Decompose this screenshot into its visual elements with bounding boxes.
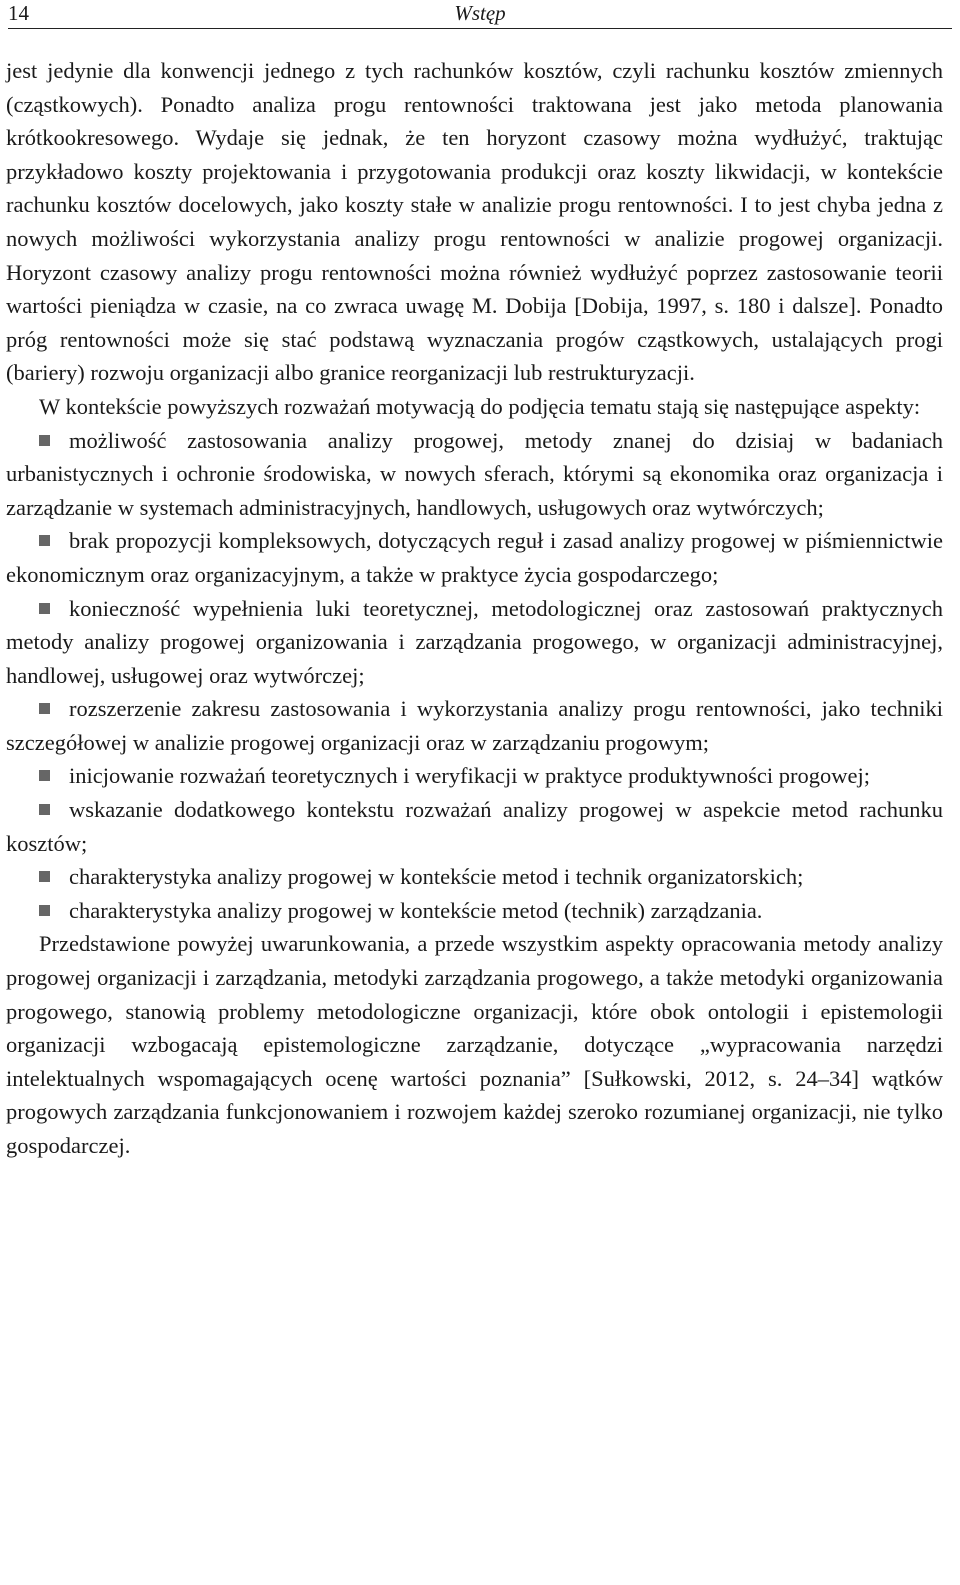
bullet-text: rozszerzenie zakresu zastosowania i wykorzystania analizy progu rentowności, jako techniki szczegółowej w analizie progowej organizacji oraz w zarządzaniu progowym; <box>6 696 943 755</box>
bullet-item <box>6 424 943 525</box>
body-text <box>6 54 943 1163</box>
square-bullet-icon <box>39 603 50 614</box>
square-bullet-icon <box>39 703 50 714</box>
running-title: Wstęp <box>454 1 506 25</box>
square-bullet-icon <box>39 535 50 546</box>
bullet-text: inicjowanie rozważań teoretycznych i weryfikacji w praktyce produktywności progowej; <box>69 763 870 789</box>
bullet-item <box>6 524 943 591</box>
paragraph: Przedstawione powyżej uwarunkowania, a przede wszystkim aspekty opracowania metody analizy progowej organizacji i zarządzania, metodyki zarządzania progowego, a także metodyki organizowania progowego, stanowią problemy metodologiczne organizacji, które obok ontologii i epistemologii organizacji wzbogacają epistemologiczne zarządzanie, dotyczące „wypracowania narzędzi intelektualnych wspomagających ocenę wartości poznania” [Sułkowski, 2012, s. 24–34] wątków progowych zarządzania funkcjonowaniem i rozwojem każdej szeroko rozumianej organizacji, nie tylko gospodarczej. <box>6 931 943 1158</box>
bullet-text: brak propozycji kompleksowych, dotyczących reguł i zasad analizy progowej w piśmiennictwie ekonomicznym oraz organizacyjnym, a także w praktyce życia gospodarczego; <box>6 528 943 587</box>
square-bullet-icon <box>39 905 50 916</box>
square-bullet-icon <box>39 804 50 815</box>
bullet-item <box>6 860 943 894</box>
paragraph: W kontekście powyższych rozważań motywacją do podjęcia tematu stają się następujące aspekty: <box>39 393 921 419</box>
bullet-item <box>6 759 943 793</box>
square-bullet-icon <box>39 770 50 781</box>
bullet-text: wskazanie dodatkowego kontekstu rozważań analizy progowej w aspekcie metod rachunku kosztów; <box>6 797 943 856</box>
bullet-item <box>6 793 943 860</box>
bullet-text: charakterystyka analizy progowej w kontekście metod (technik) zarządzania. <box>69 897 763 923</box>
bullet-item <box>6 692 943 759</box>
bullet-text: charakterystyka analizy progowej w kontekście metod i technik organizatorskich; <box>69 864 804 890</box>
bullet-item <box>6 894 943 928</box>
running-header <box>8 0 952 29</box>
page-number: 14 <box>8 1 29 25</box>
bullet-item <box>6 592 943 693</box>
square-bullet-icon <box>39 435 50 446</box>
bullet-text: możliwość zastosowania analizy progowej, metody znanej do dzisiaj w badaniach urbanistycznych i ochronie środowiska, w nowych sferach, którymi są ekonomika oraz organizacja i zarządzanie w systemach administracyjnych, handlowych, usługowych oraz wytwórczych; <box>6 427 943 520</box>
bullet-text: konieczność wypełnienia luki teoretycznej, metodologicznej oraz zastosowań praktycznych metody analizy progowej organizowania i zarządzania progowego, w organizacji administracyjnej, handlowej, usługowej oraz wytwórczej; <box>6 595 943 688</box>
paragraph: jest jedynie dla konwencji jednego z tych rachunków kosztów, czyli rachunku kosztów zmiennych (cząstkowych). Ponadto analiza progu rentowności traktowana jest jako metoda planowania krótkookresowego. Wydaje się jednak, że ten horyzont czasowy można wydłużyć, traktując przykładowo koszty projektowania i przygotowania produkcji oraz koszty likwidacji, w kontekście rachunku kosztów docelowych, jako koszty stałe w analizie progu rentowności. I to jest chyba jedna z nowych możliwości wykorzystania analizy progu rentowności w analizie progowej organizacji. Horyzont czasowy analizy progu rentowności można również wydłużyć poprzez zastosowanie teorii wartości pieniądza w czasie, na co zwraca uwagę M. Dobija [Dobija, 1997, s. 180 i dalsze]. Ponadto próg rentowności może się stać podstawą wyznaczania progów cząstkowych, ustalających progi (bariery) rozwoju organizacji albo granice reorganizacji lub restrukturyzacji. <box>6 58 943 386</box>
square-bullet-icon <box>39 871 50 882</box>
